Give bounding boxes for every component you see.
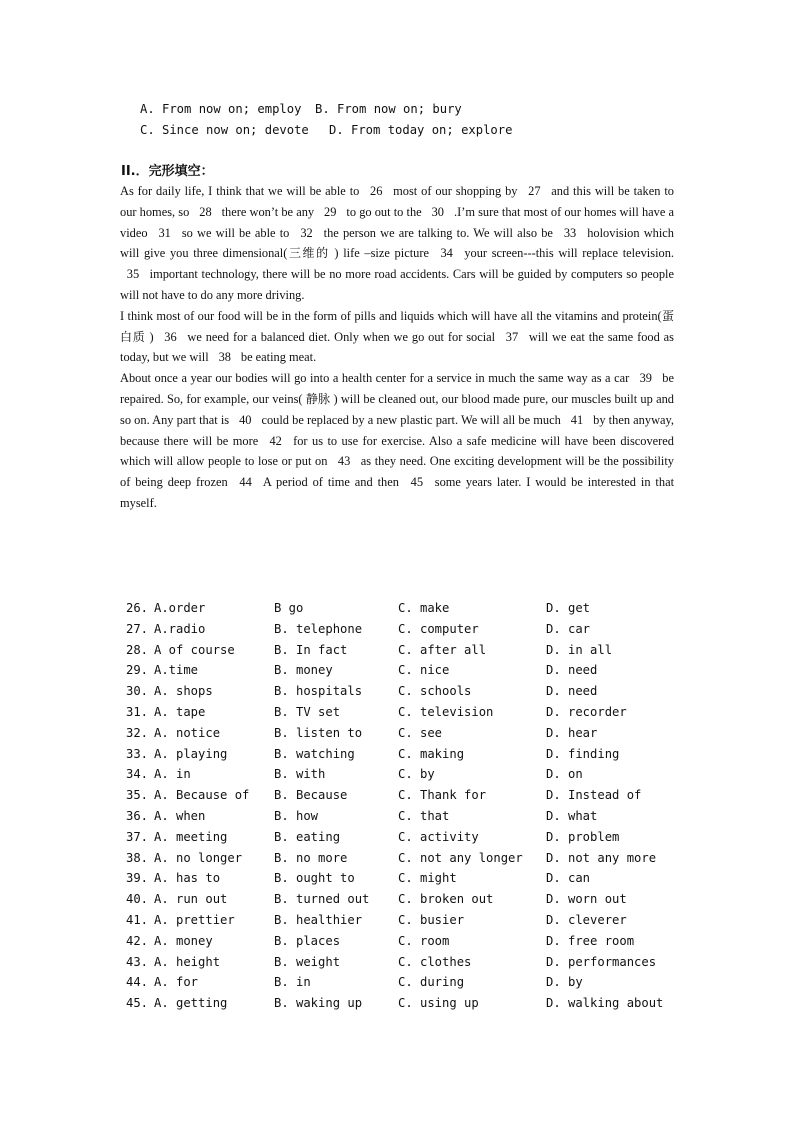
option-d: D. walking about [546,996,664,1011]
question-row [126,848,686,869]
option-c: C. broken out [398,892,494,907]
question-number: 33. [126,746,149,761]
option-d: D. not any more [546,850,657,865]
blank-number: 28 [199,204,212,219]
question-row [126,619,686,640]
option-d: D. cleverer [546,912,627,927]
blank-number: 42 [269,433,282,448]
passage-text: ) life –size picture [329,246,434,261]
option-b: B go [274,601,304,615]
option-c: C. busier [398,912,465,927]
question-number: 42. [126,933,149,948]
question-number: 39. [126,871,149,886]
passage-text: the person we are talking to. We will also be [319,225,558,240]
option-d: D. need [546,663,598,678]
option-b: B. healthier [274,912,363,927]
option-c: C. computer [398,621,479,636]
option-a: A. run out [154,892,228,907]
blank-number: 38 [218,350,231,365]
question-row [126,681,686,702]
question-row [126,972,686,993]
option-d: D. car [546,621,591,636]
option-a: A. in [154,767,191,782]
question-number: 28. [126,642,149,657]
blank-number: 35 [126,267,140,282]
option-b: B. turned out [274,892,370,907]
option-a: A. has to [154,871,221,886]
option-a: A. height [154,954,221,969]
question-row [126,744,686,765]
passage-text: some years later. I would be interested in that myself. [120,475,675,510]
option-a: A.time [154,663,199,678]
option-d: D. need [546,684,598,699]
option-c: C. schools [398,684,472,699]
blank-number: 34 [440,246,453,261]
option-b: B. watching [274,746,355,761]
passage-text: ) will be cleaned out, our blood made pure, our muscles built up and so on. Any part that is [120,391,674,427]
option-b: B. eating [274,829,341,844]
question-row [126,931,686,952]
option-a: A. prettier [154,912,235,927]
passage-text: A period of time and then [258,475,404,490]
option-b: B. how [274,808,319,823]
option-c: C. during [398,975,465,990]
question-number: 31. [126,704,149,719]
option-b: B. money [274,663,333,678]
option-d: D. get [546,601,591,615]
question-number: 36. [126,808,149,823]
option-c: C. that [398,808,450,823]
passage-text: .I’m sure that most of our homes will have a video [120,204,674,240]
option-text: B. From now on; bury [315,102,462,116]
question-row [126,910,686,931]
passage-text: your screen---this will replace television. [459,246,674,261]
question-row [126,952,686,973]
option-c: C. clothes [398,954,472,969]
option-b: B. no more [274,850,348,865]
chinese-gloss: 静脉 [305,391,331,406]
question-number: 34. [126,767,149,782]
option-d: D. hear [546,725,598,740]
option-b: B. with [274,767,326,782]
passage-text: could be replaced by a new plastic part. We will all be much [258,412,564,427]
option-a: A. notice [154,725,221,740]
option-a: A. when [154,808,206,823]
blank-number: 33 [563,225,577,240]
question-number: 38. [126,850,149,865]
option-d: D. problem [546,829,620,844]
passage-text: for us to use for exercise. Also a safe medicine will have been discovered which will allow people to lose or put on [120,433,674,469]
passage-paragraph [120,368,674,514]
option-text: A. From now on; employ [140,102,302,116]
option-c: C. activity [398,829,479,844]
blank-number: 31 [158,225,171,240]
question-number: 29. [126,663,149,678]
question-row [126,993,686,1014]
passage-text: ) [145,329,158,344]
option-d: D. what [546,808,598,823]
blank-number: 36 [164,329,177,344]
option-c: C. nice [398,663,450,678]
blank-number: 45 [410,475,424,490]
blank-number: 27 [528,184,541,198]
passage-text: important technology, there will be no more road accidents. Cars will be guided by computers so people will not have to do any more driving. [120,267,674,302]
option-c: C. Thank for [398,788,487,803]
option-d: D. on [546,767,583,782]
option-d: D. free room [546,933,635,948]
blank-number: 26 [370,184,383,198]
passage-text: and this will be taken to our homes, so [120,184,674,219]
option-d: D. by [546,975,583,990]
section-title: II.．完形填空： [121,164,214,179]
option-d: D. performances [546,954,657,969]
passage-text: holovision which will give you three dimensional( [120,225,674,261]
option-a: A. no longer [154,850,243,865]
option-d: D. can [546,871,591,886]
passage-text: About once a year our bodies will go into a health center for a service in much the same way as a car [120,371,633,386]
option-b: B. In fact [274,642,348,657]
passage-text: we need for a balanced diet. Only when we go out for social [183,329,499,344]
question-row [126,660,686,681]
question-number: 43. [126,954,149,969]
chinese-gloss: 蛋白质 [120,308,674,344]
passage-text: by then anyway, because there will be more [120,412,675,448]
option-b: B. listen to [274,725,363,740]
option-d: D. worn out [546,892,627,907]
question-number: 30. [126,684,149,699]
passage-text: most of our shopping by [389,184,522,198]
option-c: C. by [398,767,435,782]
option-b: B. weight [274,954,341,969]
option-c: C. making [398,746,465,761]
passage-text: so we will be able to [177,225,294,240]
option-c: C. using up [398,996,479,1011]
option-a: A. shops [154,684,213,699]
option-b: B. hospitals [274,684,363,699]
passage-paragraph [120,306,674,368]
option-a: A. playing [154,746,228,761]
option-c: C. might [398,871,457,886]
option-a: A.order [154,601,206,615]
passage-text: as they need. One exciting development will be the possibility of being deep frozen [120,454,674,490]
option-c: C. see [398,725,443,740]
passage-text: be repaired. So, for example, our veins( [120,371,674,406]
blank-number: 32 [300,225,313,240]
option-b: B. Because [274,788,348,803]
blank-number: 40 [239,412,252,427]
option-a: A. tape [154,704,206,719]
blank-number: 44 [239,475,252,490]
passage-text: will we eat the same food as today, but we will [120,329,674,365]
option-c: C. make [398,601,450,615]
option-b: B. places [274,933,341,948]
question-number: 37. [126,829,149,844]
question-row [126,785,686,806]
question-row [126,723,686,744]
option-a: A. for [154,975,199,990]
question-row [126,702,686,723]
option-d: D. in all [546,642,613,657]
question-number: 45. [126,996,149,1011]
question-row [126,889,686,910]
blank-number: 41 [570,412,584,427]
cloze-passage [120,181,674,514]
passage-text: be eating meat. [237,350,317,365]
option-c: C. not any longer [398,850,523,865]
blank-number: 37 [505,329,519,344]
blank-number: 43 [337,454,351,469]
option-a: A.radio [154,621,206,636]
question-number: 40. [126,892,149,907]
question-number: 26. [126,601,149,615]
option-b: B. ought to [274,871,355,886]
blank-number: 29 [324,204,337,219]
question-row [126,764,686,785]
question-number: 27. [126,621,149,636]
option-a: A. meeting [154,829,228,844]
chinese-gloss: 三维的 [287,246,330,261]
option-text: D. From today on; explore [329,122,513,137]
question-number: 32. [126,725,149,740]
passage-text: As for daily life, I think that we will be able to [120,184,364,198]
passage-text: to go out to the [343,204,425,219]
question-number: 44. [126,975,149,990]
question-list [126,598,686,1014]
option-a: A. getting [154,996,228,1011]
option-a: A. money [154,933,213,948]
passage-text: I think most of our food will be in the form of pills and liquids which will have all the vitamins and protein( [120,308,662,323]
question-number: 41. [126,912,149,927]
option-b: B. telephone [274,621,363,636]
question-row [126,640,686,661]
option-b: B. TV set [274,704,341,719]
passage-text: there won’t be any [218,204,318,219]
option-text: C. Since now on; devote [140,122,309,137]
option-d: D. finding [546,746,620,761]
option-b: B. in [274,975,311,990]
blank-number: 30 [431,204,444,219]
option-c: C. television [398,704,494,719]
blank-number: 39 [639,371,652,386]
option-d: D. Instead of [546,788,642,803]
option-c: C. after all [398,642,487,657]
question-row [126,806,686,827]
option-b: B. waking up [274,996,363,1011]
question-number: 35. [126,788,149,803]
question-row [126,598,686,619]
question-row [126,827,686,848]
option-d: D. recorder [546,704,627,719]
option-a: A. Because of [154,788,250,803]
option-a: A of course [154,642,235,657]
option-c: C. room [398,933,450,948]
question-row [126,868,686,889]
passage-paragraph [120,181,674,306]
